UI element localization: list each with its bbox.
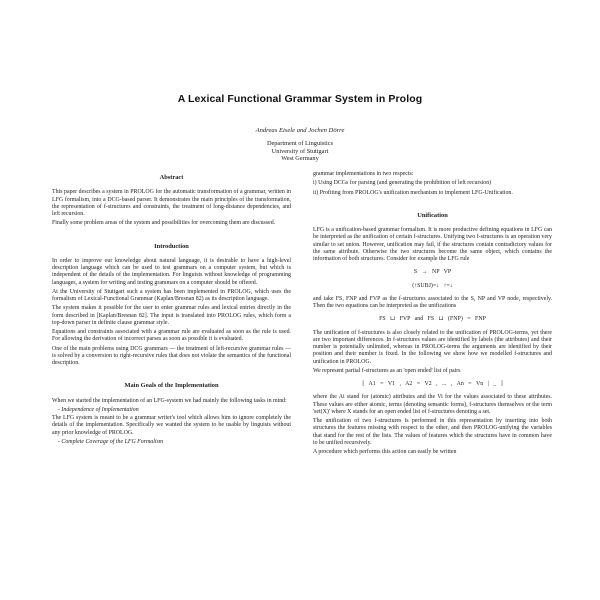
introduction-paragraph: At the University of Stuttgart such a system has been implemented in PROLOG, which uses the formalism of Lexical-Functional Grammar (Kaplan/Bresnan 82) as its description language. xyxy=(52,288,291,302)
unification-paragraph: A procedure which performs this action can easily be written xyxy=(313,449,457,455)
affiliation-line: West Germany xyxy=(281,155,319,163)
unification-equation: FS ⊔ FVP and FS ⊔ (FNP) = FNP xyxy=(379,316,486,323)
unification-paragraph: and take FS, FNP and FVP as the f-structures associated to the S, NP and VP node, respectively. Then the two equations can be interpreted as the unifications xyxy=(313,295,552,309)
unification-paragraph: where the Ai stand for (atomic) attributes and the Vi for the values associated to these attributes. These values are either atomic, terms (denoting semantic forms), f-structures themselves or the term 'set(X)' where X stands for an open ended list of f-structures denoting a set. xyxy=(313,394,552,415)
introduction-paragraph: In order to improve our knowledge about natural language, it is desirable to have a high-level description language which can be used to test grammars on a computer system, but which is independent of the details of the implementation. For linguists without knowledge of programming languages, a system for writing and testing grammars on a computer should be offered. xyxy=(52,257,291,286)
unification-paragraph: The unification of f-structures is also closely related to the unification of PROLOG-terms, yet there are two important differences. In f-structures values are identified by labels (the attributes) and their number is potentially unlimited, whereas in PROLOG-terms the arguments are identified by their position and their number is fixed. In the following we show how we modelled f-structures and unification in PROLOG. xyxy=(313,329,552,365)
affiliation-line: University of Stuttgart xyxy=(271,147,329,155)
unification-paragraph: LFG is a unification-based grammar formalism. It is more productive defining equations in LFG can be interpreted as the unification of certain f-structures. Unifying two f-structures is an operation very similar to set union. However, unification may fail, if the structures contain contradictory values for the same attribute. Otherwise the two structures become the same object, which contains the information of both structures. Consider for example the LFG rule xyxy=(313,227,552,262)
abstract-paragraph: Finally some problem areas of the system and possibilities for overcoming them are discussed. xyxy=(52,220,276,227)
unification-paragraph: We represent partial f-structures as an 'open ended' list of pairs xyxy=(313,367,461,374)
main-goals-paragraph: When we started the implementation of an LFG-system we had mainly the following tasks in mind: xyxy=(52,397,287,404)
abstract-heading: Abstract xyxy=(159,174,184,181)
grammar-rule-annotation: (↑SUBJ)=↓ ↑=↓ xyxy=(412,282,453,289)
introduction-heading: Introduction xyxy=(154,242,189,250)
goal-subheading: - Independence of Implementation xyxy=(58,406,139,413)
left-column xyxy=(52,171,291,447)
unification-heading: Unification xyxy=(417,211,448,219)
grammar-rule: S → NP VP xyxy=(413,269,452,276)
goal-paragraph: The LFG system is meant to be a grammar writer's tool which allows him to ignore completely the details of the implementation. Specifically we wanted the system to be usable by linguists without any prior knowledge of PROLOG. xyxy=(52,415,291,436)
unification-paragraph: The unification of two f-structures is performed in this representation by inserting into both structures the features missing with respect to the other, and then PROLOG-unifying the variables that stand for the rest of the lists. The values of features which the structures have in common have to be unified recursively. xyxy=(313,418,552,446)
introduction-paragraph: Equations and constraints associated with a grammar rule are evaluated as soon as the rule is used. For allowing the derivation of incorrect parses as soon as possible it is evaluated. xyxy=(52,329,291,343)
paper-title: A Lexical Functional Grammar System in Prolog xyxy=(177,93,423,105)
right-column xyxy=(313,171,552,458)
affiliation-line: Department of Linguistics xyxy=(266,140,334,147)
paper-authors: Andreas Eisele and Jochen Dörre xyxy=(255,127,345,134)
abstract-paragraph: This paper describes a system in PROLOG for the automatic transformation of a grammar, written in LFG formalism, into a DCG-based parser. It demonstrates the main principles of the transformation, the representation of f-structures and constraints, the treatment of long-distance dependencies, and left recursion. xyxy=(52,189,291,217)
main-goals-heading: Main Goals of the Implementation xyxy=(124,382,219,390)
continuation-list-item: i) Using DCGs for parsing (and generating the prohibition of left recursion) xyxy=(313,180,492,187)
introduction-paragraph: The system makes it possible for the user to enter grammar rules and lexical entries directly in the form described in [Kaplan/Bresnan 82]. The input is translated into PROLOG rules, which form a top-down parser in definite clause grammar style. xyxy=(52,305,291,326)
continuation-paragraph: grammar implementations in two respects: xyxy=(313,171,414,177)
fstructure-equation: [ A1 = V1 , A2 = V2 , ... , An = Vn | _ ] xyxy=(362,381,503,387)
continuation-list-item: ii) Profiting from PROLOG's unification mechanism to implement LFG-Unification. xyxy=(313,189,513,196)
goal-subheading: - Complete Coverage of the LFG Formalism xyxy=(58,438,164,445)
affiliation xyxy=(0,140,600,163)
introduction-paragraph: One of the main problems using DCG grammars — the treatment of left-recursive grammar rules — is solved by a conversion to right-recursive rules that does not violate the semantics of the functional description. xyxy=(52,345,291,366)
